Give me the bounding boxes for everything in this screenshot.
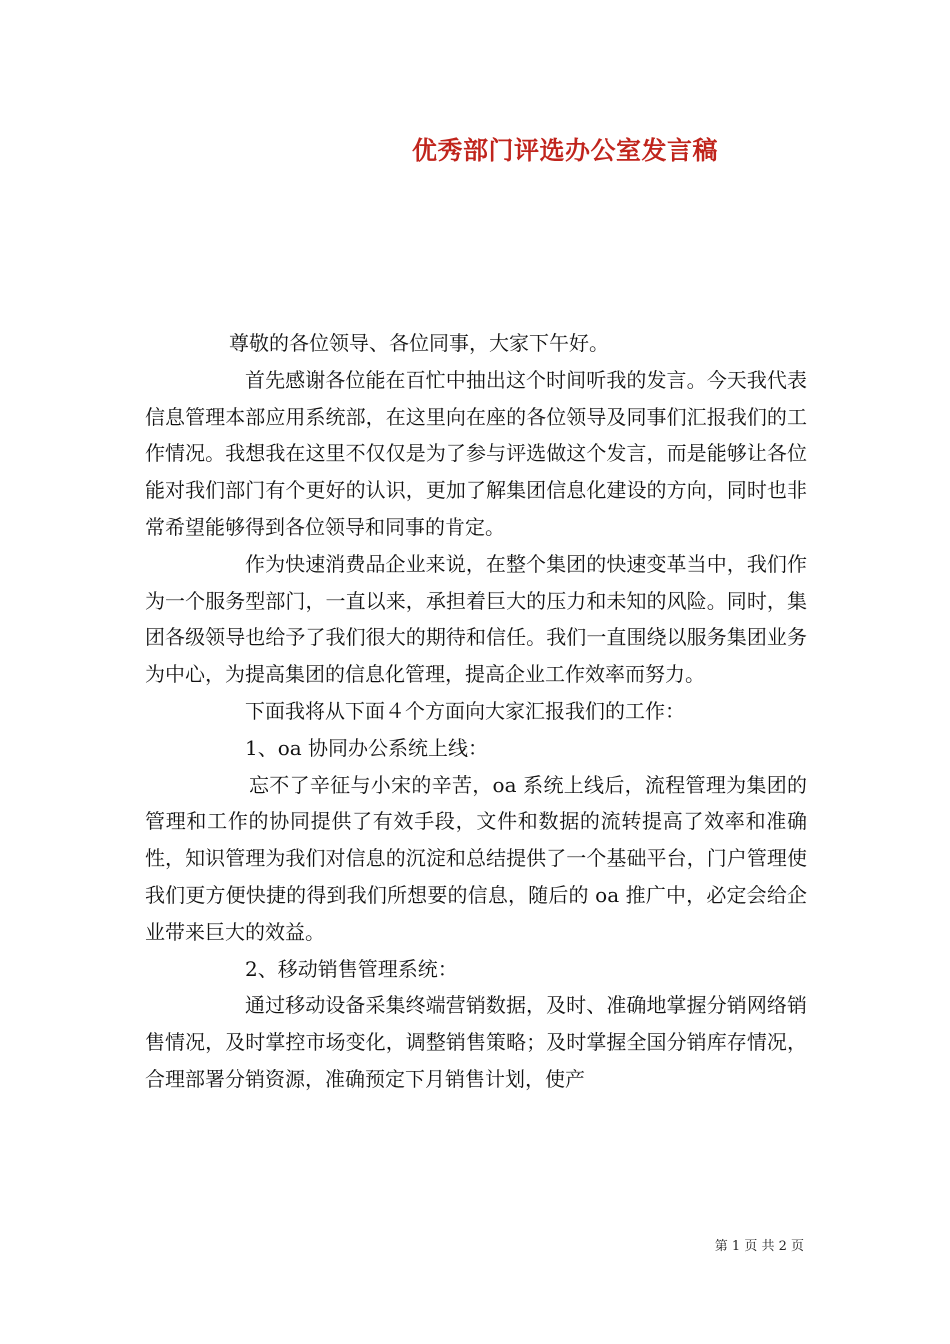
paragraph-mobile-sales: 通过移动设备采集终端营销数据，及时、准确地掌握分销网络销售情况，及时掌控市场变化，调整销售策略；及时掌握全国分销库存情况，合理部署分销资源，准确预定下月销售计划，使产: [145, 993, 807, 1091]
document-body: [145, 325, 807, 1098]
paragraph-context: 作为快速消费品企业来说，在整个集团的快速变革当中，我们作为一个服务型部门，一直以来，承担着巨大的压力和未知的风险。同时，集团各级领导也给予了我们很大的期待和信任。我们一直围绕以服务集团业务为中心，为提高集团的信息化管理，提高企业工作效率而努力。: [145, 551, 807, 687]
paragraph-greeting: 尊敬的各位领导、各位同事，大家下午好。: [229, 331, 609, 355]
document-title: 优秀部门评选办公室发言稿: [411, 136, 718, 165]
paragraph-outline: 下面我将从下面４个方面向大家汇报我们的工作：: [245, 698, 685, 723]
paragraph-oa: 忘不了辛征与小宋的辛苦，oa 系统上线后，流程管理为集团的管理和工作的协同提供了有效手段，文件和数据的流转提高了效率和准确性，知识管理为我们对信息的沉淀和总结提供了一个基础平台，门户管理使我们更方便快捷的得到我们所想要的信息，随后的 oa 推广中，必定会给企业带来巨大的效益。: [145, 772, 807, 944]
page-number: 第 1 页 共 2 页: [714, 1239, 804, 1254]
section-heading-mobile-sales: 2、移动销售管理系统：: [245, 956, 458, 981]
section-heading-oa: 1、oa 协同办公系统上线：: [245, 735, 489, 760]
paragraph-intro: 首先感谢各位能在百忙中抽出这个时间听我的发言。今天我代表信息管理本部应用系统部，在这里向在座的各位领导及同事们汇报我们的工作情况。我想我在这里不仅仅是为了参与评选做这个发言，而是能够让各位能对我们部门有个更好的认识，更加了解集团信息化建设的方向，同时也非常希望能够得到各位领导和同事的肯定。: [145, 367, 807, 539]
